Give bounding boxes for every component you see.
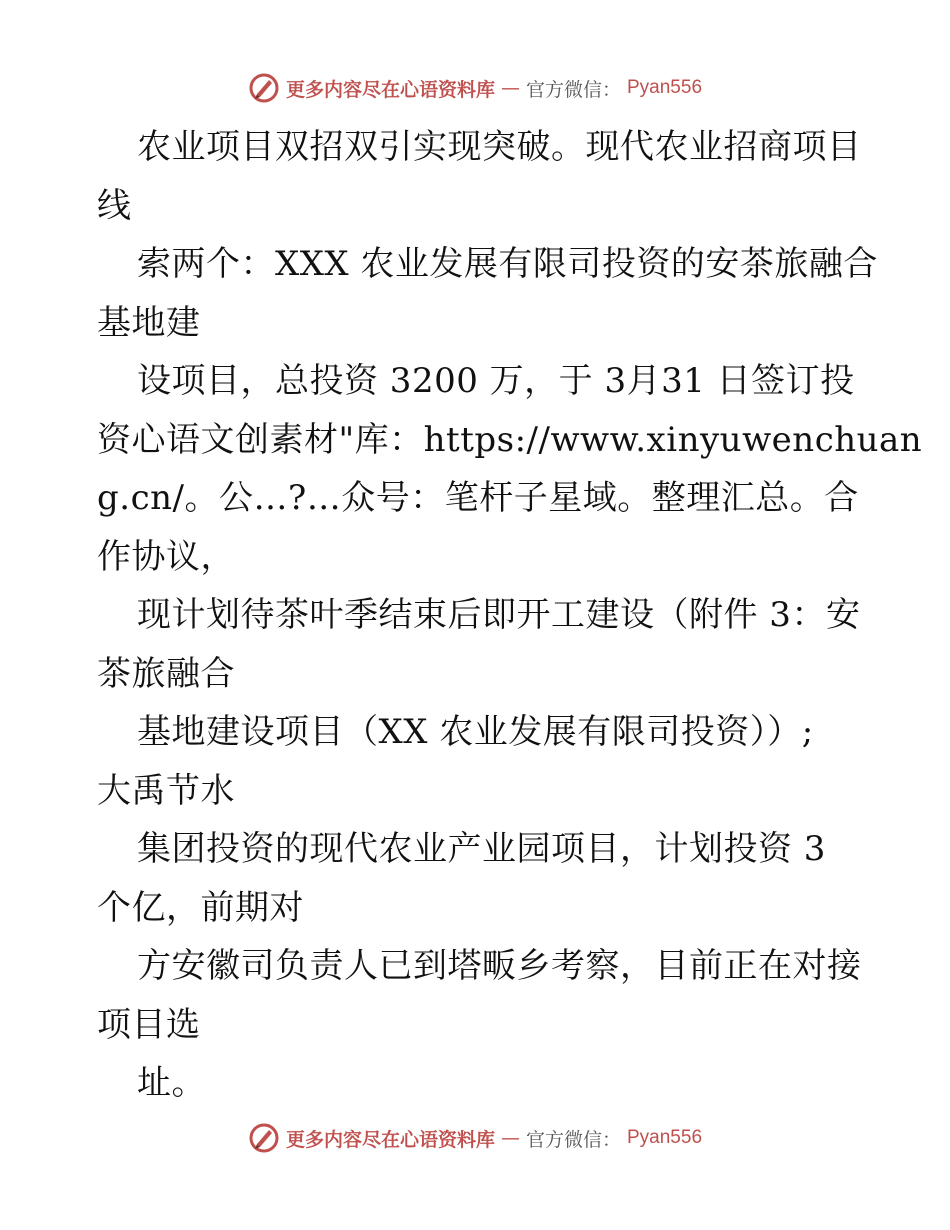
body-line: 农业项目双招双引实现突破。现代农业招商项目	[137, 127, 862, 167]
body-line: 址。	[137, 1063, 206, 1103]
body-line: 大禹节水	[97, 770, 235, 811]
banner-separator: —	[500, 1127, 520, 1149]
banner-wechat-id: Pyan556	[627, 77, 703, 98]
body-line: 现计划待茶叶季结束后即开工建设（附件 3：安	[137, 595, 861, 635]
body-line: 资心语文创素材"库：https://www.xinyuwenchuan	[97, 419, 923, 460]
body-line: 索两个：XXX 农业发展有限司投资的安茶旅融合	[137, 244, 878, 284]
header-watermark-banner	[0, 72, 950, 104]
body-line: g.cn/。公…?…众号：笔杆子星域。整理汇总。合	[97, 478, 859, 518]
footer-watermark-banner	[0, 1122, 950, 1154]
body-line: 方安徽司负责人已到塔畈乡考察，目前正在对接	[137, 946, 862, 986]
banner-wechat-label: 官方微信：	[525, 78, 621, 101]
banner-separator: —	[500, 77, 520, 99]
body-line: 基地建设项目（XX 农业发展有限司投资））;	[137, 712, 814, 752]
banner-main-text: 更多内容尽在心语资料库	[285, 78, 495, 101]
body-line: 作协议，	[97, 536, 235, 577]
banner-wechat-label: 官方微信：	[525, 1128, 621, 1151]
body-line: 项目选	[97, 1004, 201, 1045]
banner-main-text: 更多内容尽在心语资料库	[285, 1128, 495, 1151]
body-line: 个亿，前期对	[97, 887, 304, 928]
pen-logo-icon	[248, 1122, 280, 1154]
body-line: 基地建	[97, 302, 201, 343]
document-body	[97, 118, 923, 1113]
body-line: 集团投资的现代农业产业园项目，计划投资 3	[137, 829, 826, 869]
pen-logo-icon	[248, 72, 280, 104]
banner-wechat-id: Pyan556	[627, 1127, 703, 1148]
body-line: 设项目，总投资 3200 万，于 3月31 日签订投	[137, 361, 855, 401]
body-line: 茶旅融合	[97, 653, 235, 694]
body-line: 线	[97, 185, 132, 226]
